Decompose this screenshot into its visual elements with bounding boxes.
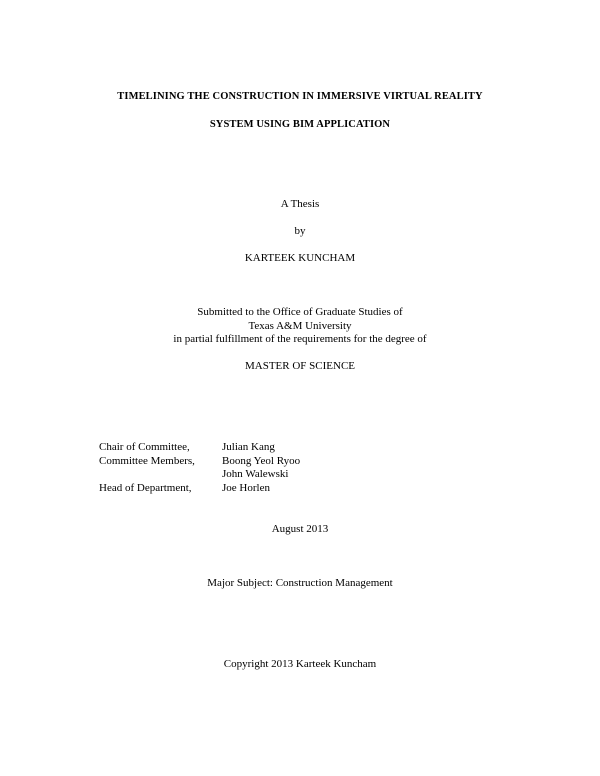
committee-row [99, 441, 300, 455]
committee-row [99, 482, 300, 496]
committee-role: Chair of Committee, [99, 441, 190, 453]
thesis-title-line-2: SYSTEM USING BIM APPLICATION [209, 119, 391, 130]
author-name: KARTEEK KUNCHAM [244, 252, 356, 264]
submission-date: August 2013 [271, 523, 329, 535]
submission-line-1: Submitted to the Office of Graduate Studies of [197, 306, 403, 318]
document-type: A Thesis [280, 198, 320, 210]
committee-member-name: Boong Yeol Ryoo [222, 454, 301, 467]
committee-member-name: John Walewski [222, 468, 289, 481]
submission-line-3: in partial fulfillment of the requirements for the degree of [173, 333, 427, 345]
by-label: by [294, 225, 306, 237]
committee-role: Committee Members, [99, 454, 195, 467]
committee-list [99, 441, 300, 496]
committee-member-name: Julian Kang [222, 441, 275, 453]
submission-line-2: Texas A&M University [248, 320, 352, 332]
committee-row [99, 468, 300, 482]
copyright-notice: Copyright 2013 Karteek Kuncham [223, 658, 377, 670]
committee-row [99, 455, 300, 469]
committee-member-name: Joe Horlen [222, 482, 270, 495]
degree-name: MASTER OF SCIENCE [244, 360, 356, 372]
committee-role: Head of Department, [99, 482, 192, 495]
major-subject: Major Subject: Construction Management [207, 577, 393, 589]
thesis-title-line-1: TIMELINING THE CONSTRUCTION IN IMMERSIVE VIRTUAL REALITY [117, 91, 483, 102]
committee-role [99, 468, 222, 482]
